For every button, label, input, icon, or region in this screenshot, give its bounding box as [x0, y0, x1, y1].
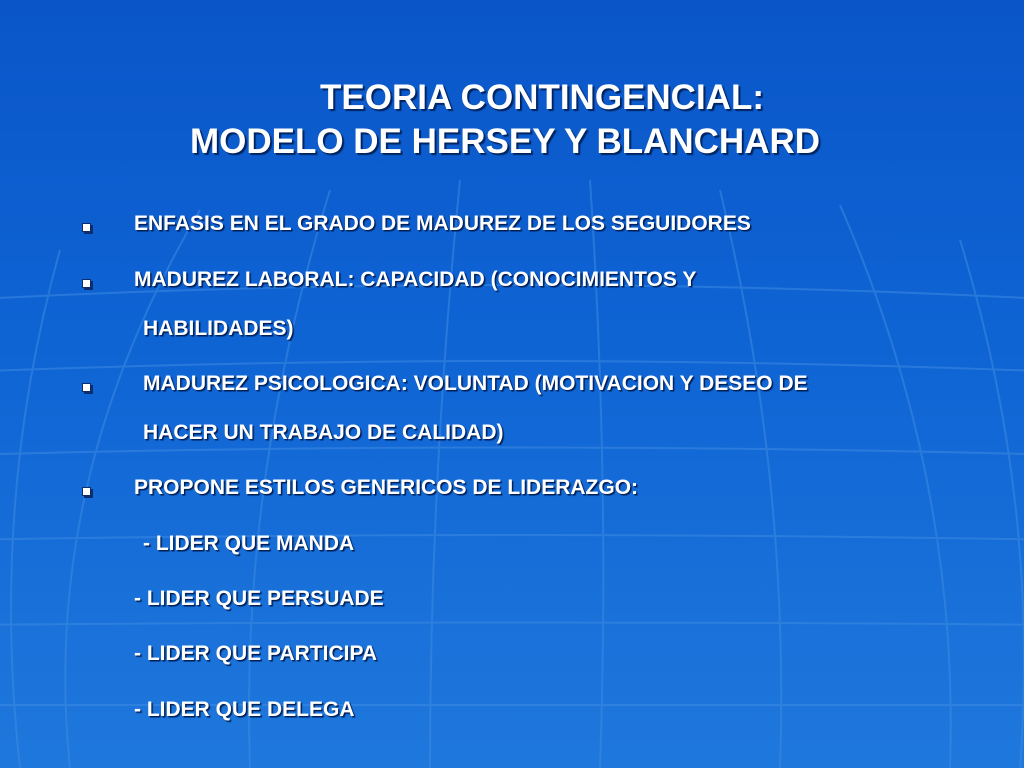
title-line-1: TEORIA CONTINGENCIAL:: [320, 78, 764, 117]
sub-item-2: - LIDER QUE PERSUADE: [134, 587, 384, 610]
hollow-square-bullet-icon: [82, 383, 91, 392]
bullet-4-text: PROPONE ESTILOS GENERICOS DE LIDERAZGO:: [134, 476, 639, 499]
hollow-square-bullet-icon: [82, 487, 91, 496]
sub-item-3: - LIDER QUE PARTICIPA: [134, 642, 378, 665]
title-line-2: MODELO DE HERSEY Y BLANCHARD: [189, 122, 821, 161]
bullet-2-text: MADUREZ LABORAL: CAPACIDAD (CONOCIMIENTOS Y: [134, 268, 697, 291]
bullet-3-text-cont: HACER UN TRABAJO DE CALIDAD): [143, 421, 504, 444]
bullet-2-text-cont: HABILIDADES): [143, 317, 294, 340]
hollow-square-bullet-icon: [82, 223, 91, 232]
slide-title: [0, 76, 1024, 164]
sub-item-4: - LIDER QUE DELEGA: [134, 698, 355, 721]
bullet-3-text: MADUREZ PSICOLOGICA: VOLUNTAD (MOTIVACION Y DESEO DE: [143, 372, 808, 395]
sub-item-1: - LIDER QUE MANDA: [143, 532, 355, 555]
hollow-square-bullet-icon: [82, 279, 91, 288]
bullet-1-text: ENFASIS EN EL GRADO DE MADUREZ DE LOS SEGUIDORES: [134, 212, 751, 235]
